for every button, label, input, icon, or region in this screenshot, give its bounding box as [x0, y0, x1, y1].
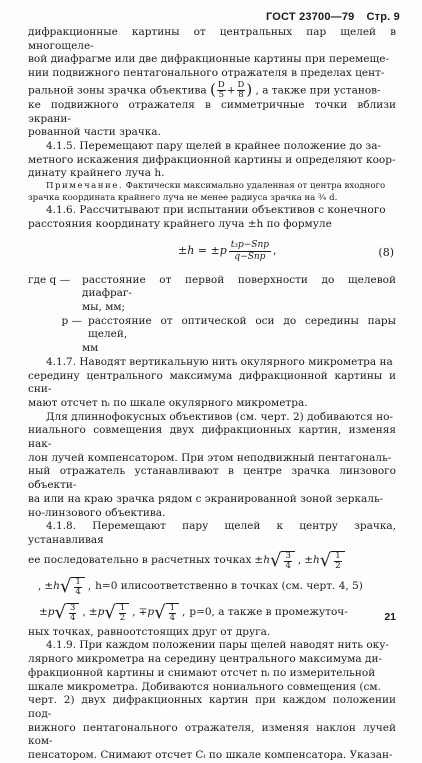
- text-line: динату крайнего луча h.: [28, 167, 165, 180]
- definitions: где q — расстояние от первой поверхности до щелевой диафраг- мы, мм; p — расстояние от оптической оси до середины пары щелей, мм: [28, 273, 396, 355]
- text-line: дифракционные картины от центральных пар щелей в многощеле-: [28, 26, 396, 52]
- text-line: ный отражатель устанавливают в центре зрачка линзового объекти-: [28, 465, 396, 492]
- math-line-3: ±p √ $\frac{3}{4}$ , ±p √ $\frac{1}{2}$ , ∓p √ $\frac{1}{4}$ , p=0, а также в промежуточ-: [39, 601, 348, 623]
- page-label: Стр. 9: [366, 11, 400, 23]
- text-line: черт. 2) двух дифракционных картин при каждом положении под-: [28, 694, 396, 720]
- fraction-d-over-8: $\frac{D}{8}$: [237, 79, 245, 100]
- body-text: [28, 26, 396, 763]
- text-line: рованной части зрачка.: [28, 126, 161, 139]
- text-line: ва или на краю зрачка рядом с экранированной зоной зеркаль-: [28, 492, 384, 505]
- text-line: ниального совмещения двух дифракционных картин, изменяя нак-: [28, 424, 396, 451]
- formula-fraction: $\frac{\text{t₃р−Sпр}}{\text{q−Sпр}}$: [230, 239, 270, 262]
- page-number: 21: [384, 611, 396, 623]
- text-line: середину центрального максимума дифракционной картины и сни-: [28, 369, 396, 396]
- root-expression: ±p √ $\frac{3}{4}$: [39, 603, 79, 623]
- math-line-1: ее последовательно в расчетных точках ±h √ $\frac{3}{4}$ , ±h √ $\frac{1}{2}$: [28, 548, 396, 574]
- text-line: мают отсчет nᵢ по шкале окулярного микрометра.: [28, 396, 308, 409]
- close-paren: ): [246, 80, 253, 99]
- formula-expression: ±h = ±p $\frac{\text{t₃р−Sпр}}{\text{q−Sпр}}$ ,: [178, 239, 277, 262]
- root-expression: ±h √ $\frac{3}{4}$: [254, 551, 294, 571]
- text-line: вижного пентагонального отражателя, изменяя наклон лучей ком-: [28, 721, 396, 748]
- text-line: нии подвижного пентагонального отражателя в пределах цент-: [28, 67, 385, 80]
- open-paren: (: [210, 80, 216, 99]
- definition-p: p — расстояние от оптической оси до середины пары щелей,: [61, 314, 396, 341]
- text-line: лярного микрометра на середину центрального максимума ди-: [28, 653, 382, 666]
- text-line: но-линзового объектива.: [28, 506, 166, 519]
- section-4-1-8: 4.1.8. Перемещают пару щелей к центру зрачка, устанавливая: [28, 520, 396, 546]
- section-4-1-7: 4.1.7. Наводят вертикальную нить окулярного микрометра на: [46, 355, 393, 368]
- page-header: [266, 11, 400, 23]
- text-line-with-fraction: ральной зоны зрачка объектива ( $\frac{D}{5}$ + $\frac{D}{8}$ ) , а также при установ-: [28, 79, 381, 100]
- section-4-1-9: 4.1.9. При каждом положении пары щелей наводят нить оку-: [46, 639, 389, 652]
- text-line: шкале микрометра. Добиваются нониального совмещения (см.: [28, 680, 381, 693]
- text-line: фракционной картины и снимают отсчет nᵢ по измерительной: [28, 666, 376, 679]
- text-line: ке подвижного отражателя в симметричные точки вблизи экрани-: [28, 98, 396, 125]
- text-line: ных точках, равноотстоящих друг от друга.: [28, 625, 271, 638]
- formula-8: [28, 234, 396, 272]
- definition-q: где q — расстояние от первой поверхности до щелевой диафраг-: [28, 273, 396, 300]
- root-expression: ∓p √ $\frac{1}{4}$: [139, 603, 179, 623]
- fraction-d-over-5: $\frac{D}{5}$: [217, 79, 225, 100]
- section-4-1-5: 4.1.5. Перемещают пару щелей в крайнее положение до за-: [46, 139, 382, 152]
- text-line: расстояния координату крайнего луча ±h по формуле: [28, 217, 332, 230]
- root-expression: ±p √ $\frac{1}{2}$: [89, 603, 129, 623]
- text-line: пенсатором. Снимают отсчет Cᵢ по шкале компенсатора. Указан-: [28, 749, 393, 762]
- root-expression: ±h √ $\frac{1}{2}$: [304, 551, 344, 571]
- text-line: лон лучей компенсатором. При этом неподвижный пентагональ-: [28, 451, 392, 464]
- equation-number: (8): [378, 245, 394, 259]
- text-line: метного искажения дифракционной картины и определяют коор-: [28, 153, 396, 166]
- root-expression: ±h √ $\frac{1}{4}$: [44, 577, 84, 597]
- text-line: вой диафрагме или две дифракционные картины при перемеще-: [28, 53, 389, 66]
- math-line-2: , ±h √ $\frac{1}{4}$ , h=0 илисоответственно в точках (см. черт. 4, 5): [38, 575, 363, 597]
- paragraph-long-focus: Для длиннофокусных объективов (см. черт. 2) добиваются но-: [46, 410, 394, 423]
- note: Примечание. Фактически максимально удаленная от центра входного: [46, 181, 386, 192]
- section-4-1-6: 4.1.6. Рассчитывают при испытании объективов с конечного: [46, 204, 386, 217]
- standard-code: ГОСТ 23700—79: [265, 11, 355, 23]
- note-line: зрачка координата крайнего луча не менее радиуса зрачка на ¾ d.: [28, 192, 338, 203]
